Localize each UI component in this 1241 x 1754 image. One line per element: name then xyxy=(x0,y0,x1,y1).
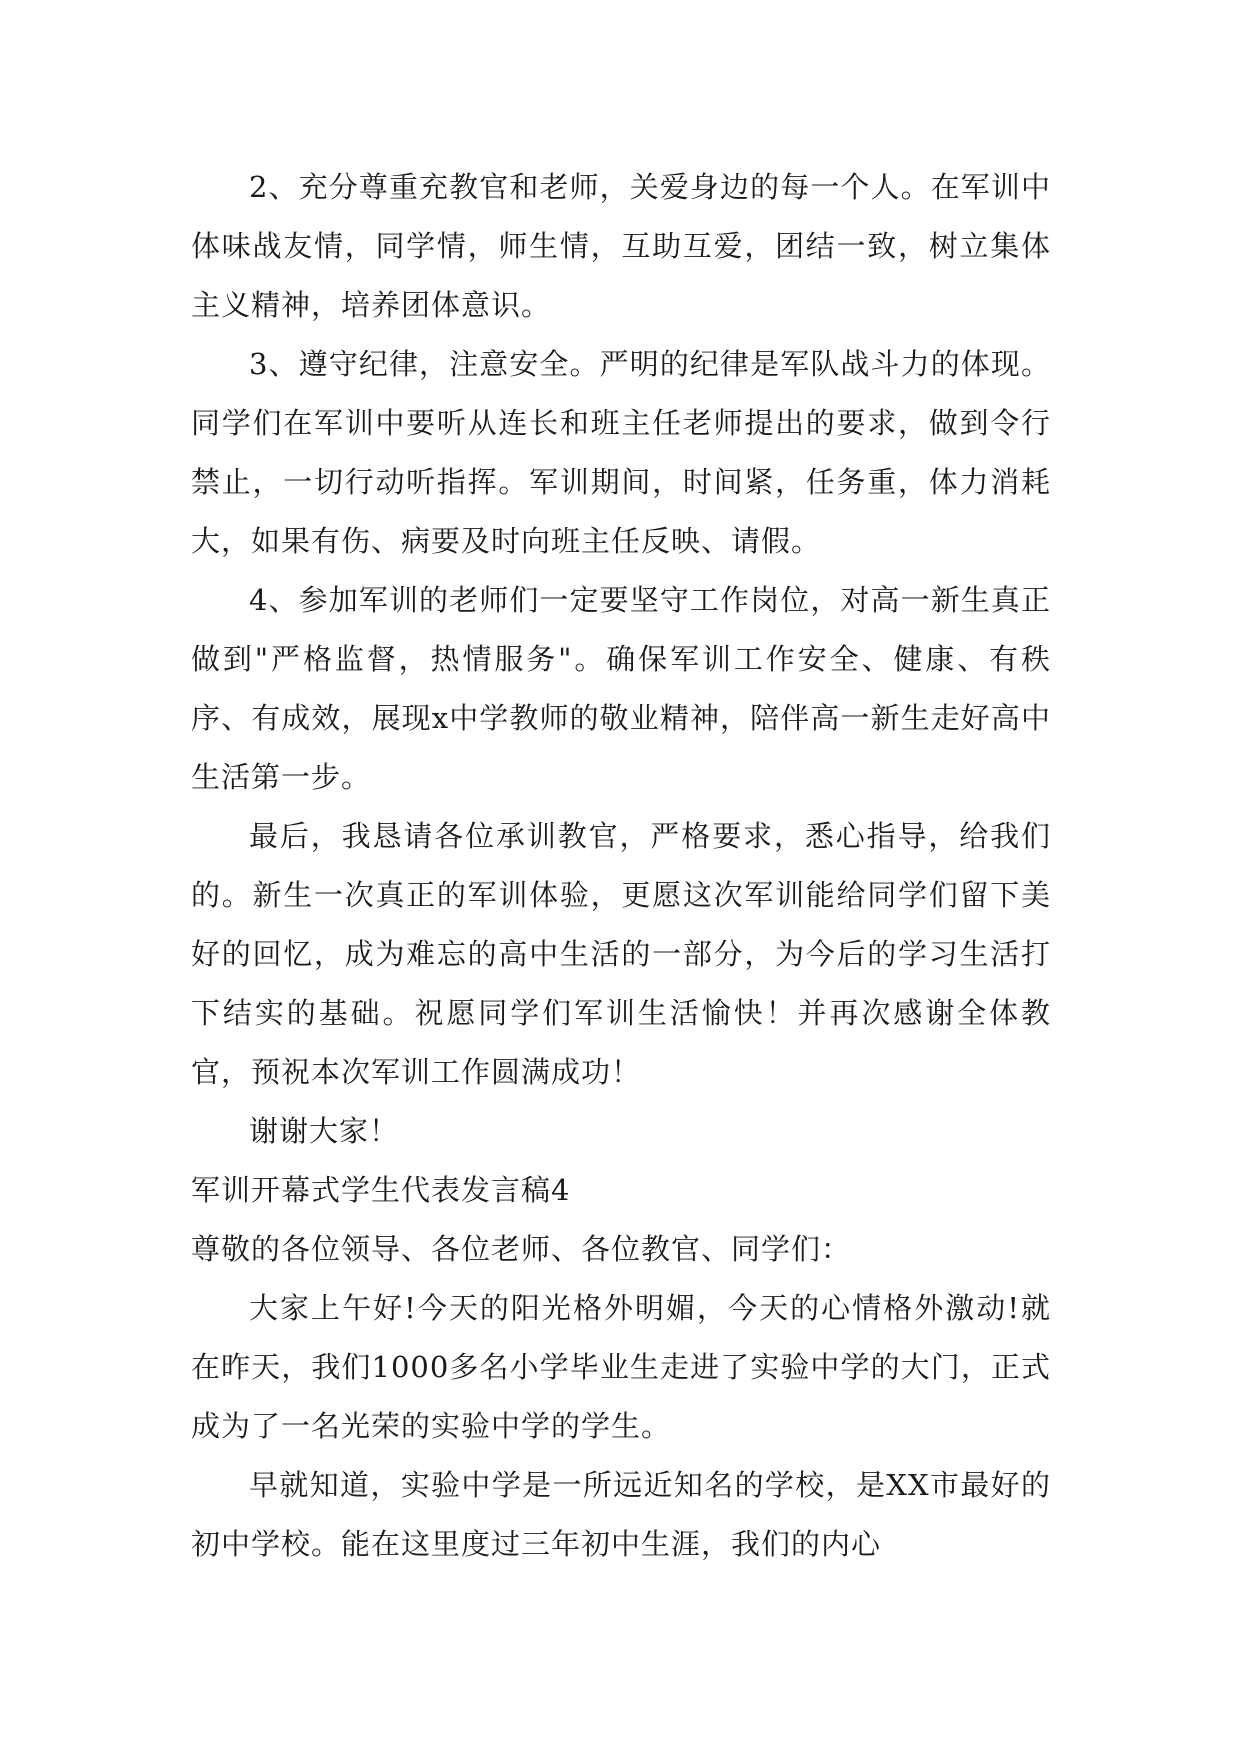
paragraph-discipline: 3、遵守纪律，注意安全。严明的纪律是军队战斗力的体现。同学们在军训中要听从连长和班主任老师提出的要求，做到令行禁止，一切行动听指挥。军训期间，时间紧，任务重，体力消耗大，如果有伤、病要及时向班主任反映、请假。 xyxy=(191,347,1051,558)
paragraph-school: 早就知道，实验中学是一所远近知名的学校，是XX市最好的初中学校。能在这里度过三年初中生涯，我们的内心 xyxy=(191,1468,1051,1561)
section-title: 军训开幕式学生代表发言稿4 xyxy=(191,1173,571,1207)
paragraph-teachers: 4、参加军训的老师们一定要坚守工作岗位，对高一新生真正做到"严格监督，热情服务"。确保军训工作安全、健康、有秩序、有成效，展现x中学教师的敬业精神，陪伴高一新生走好高中生活第一步。 xyxy=(191,583,1051,794)
paragraph-thanks: 谢谢大家！ xyxy=(249,1114,400,1148)
document-body xyxy=(191,158,1051,1574)
paragraph-respect: 2、充分尊重充教官和老师，关爱身边的每一个人。在军训中体味战友情，同学情，师生情，互助互爱，团结一致，树立集体主义精神，培养团体意识。 xyxy=(191,170,1051,322)
paragraph-greeting: 大家上午好!今天的阳光格外明媚，今天的心情格外激动!就在昨天，我们1000多名小学毕业生走进了实验中学的大门，正式成为了一名光荣的实验中学的学生。 xyxy=(191,1291,1051,1443)
salutation: 尊敬的各位领导、各位老师、各位教官、同学们： xyxy=(191,1232,852,1266)
paragraph-closing: 最后，我恳请各位承训教官，严格要求，悉心指导，给我们的。新生一次真正的军训体验，更愿这次军训能给同学们留下美好的回忆，成为难忘的高中生活的一部分，为今后的学习生活打下结实的基础。祝愿同学们军训生活愉快！并再次感谢全体教官，预祝本次军训工作圆满成功！ xyxy=(191,819,1051,1089)
